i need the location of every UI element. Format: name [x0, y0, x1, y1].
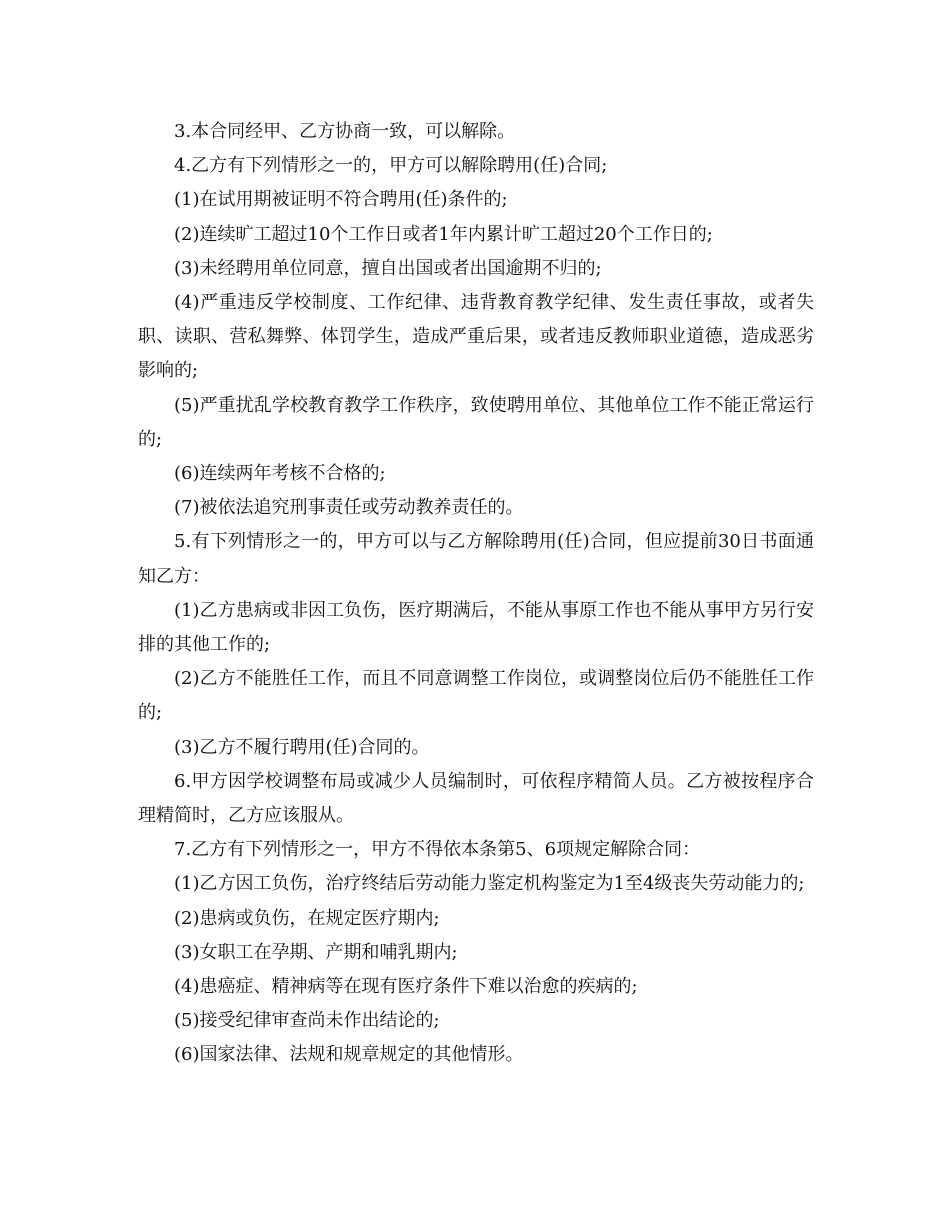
paragraph-clause-5-item-1: (1)乙方患病或非因工负伤，医疗期满后，不能从事原工作也不能从事甲方另行安排的其他工作的; — [138, 599, 814, 656]
paragraph-clause-5-item-2: (2)乙方不能胜任工作，而且不同意调整工作岗位，或调整岗位后仍不能胜任工作的; — [138, 668, 814, 724]
paragraph-clause-7: 7.乙方有下列情形之一，甲方不得依本条第5、6项规定解除合同： — [174, 839, 701, 861]
paragraph-clause-7-item-6: (6)国家法律、法规和规章规定的其他情形。 — [174, 1044, 524, 1066]
paragraph-clause-4: 4.乙方有下列情形之一的，甲方可以解除聘用(任)合同; — [174, 155, 608, 177]
paragraph-clause-4-item-7: (7)被依法追究刑事责任或劳动教养责任的。 — [174, 497, 524, 519]
paragraph-clause-4-item-3: (3)未经聘用单位同意，擅自出国或者出国逾期不归的; — [174, 257, 602, 279]
paragraph-clause-5: 5.有下列情形之一的，甲方可以与乙方解除聘用(任)合同，但应提前30日书面通知乙方： — [138, 531, 814, 587]
paragraph-clause-7-item-2: (2)患病或负伤，在规定医疗期内; — [174, 907, 440, 929]
document-page — [138, 115, 814, 1073]
paragraph-clause-4-item-2: (2)连续旷工超过10个工作日或者1年内累计旷工超过20个工作日的; — [174, 223, 713, 245]
paragraph-clause-3: 3.本合同经甲、乙方协商一致，可以解除。 — [174, 121, 516, 142]
paragraph-clause-7-item-5: (5)接受纪律审查尚未作出结论的; — [174, 1010, 440, 1032]
paragraph-clause-7-item-1: (1)乙方因工负伤，治疗终结后劳动能力鉴定机构鉴定为1至4级丧失劳动能力的; — [174, 873, 805, 895]
paragraph-clause-4-item-5: (5)严重扰乱学校教育教学工作秩序，致使聘用单位、其他单位工作不能正常运行的; — [138, 394, 814, 450]
paragraph-clause-7-item-3: (3)女职工在孕期、产期和哺乳期内; — [174, 941, 458, 963]
paragraph-clause-5-item-3: (3)乙方不履行聘用(任)合同的。 — [174, 736, 430, 758]
paragraph-clause-7-item-4: (4)患癌症、精神病等在现有医疗条件下难以治愈的疾病的; — [174, 976, 638, 998]
paragraph-clause-4-item-1: (1)在试用期被证明不符合聘用(任)条件的; — [174, 189, 508, 211]
paragraph-clause-4-item-6: (6)连续两年考核不合格的; — [174, 463, 386, 485]
paragraph-clause-6: 6.甲方因学校调整布局或减少人员编制时，可依程序精简人员。乙方被按程序合理精简时，乙方应该服从。 — [138, 770, 814, 827]
paragraph-clause-4-item-4: (4)严重违反学校制度、工作纪律、违背教育教学纪律、发生责任事故，或者失职、读职、营私舞弊、体罚学生，造成严重后果，或者违反教师职业道德，造成恶劣影响的; — [138, 292, 814, 382]
